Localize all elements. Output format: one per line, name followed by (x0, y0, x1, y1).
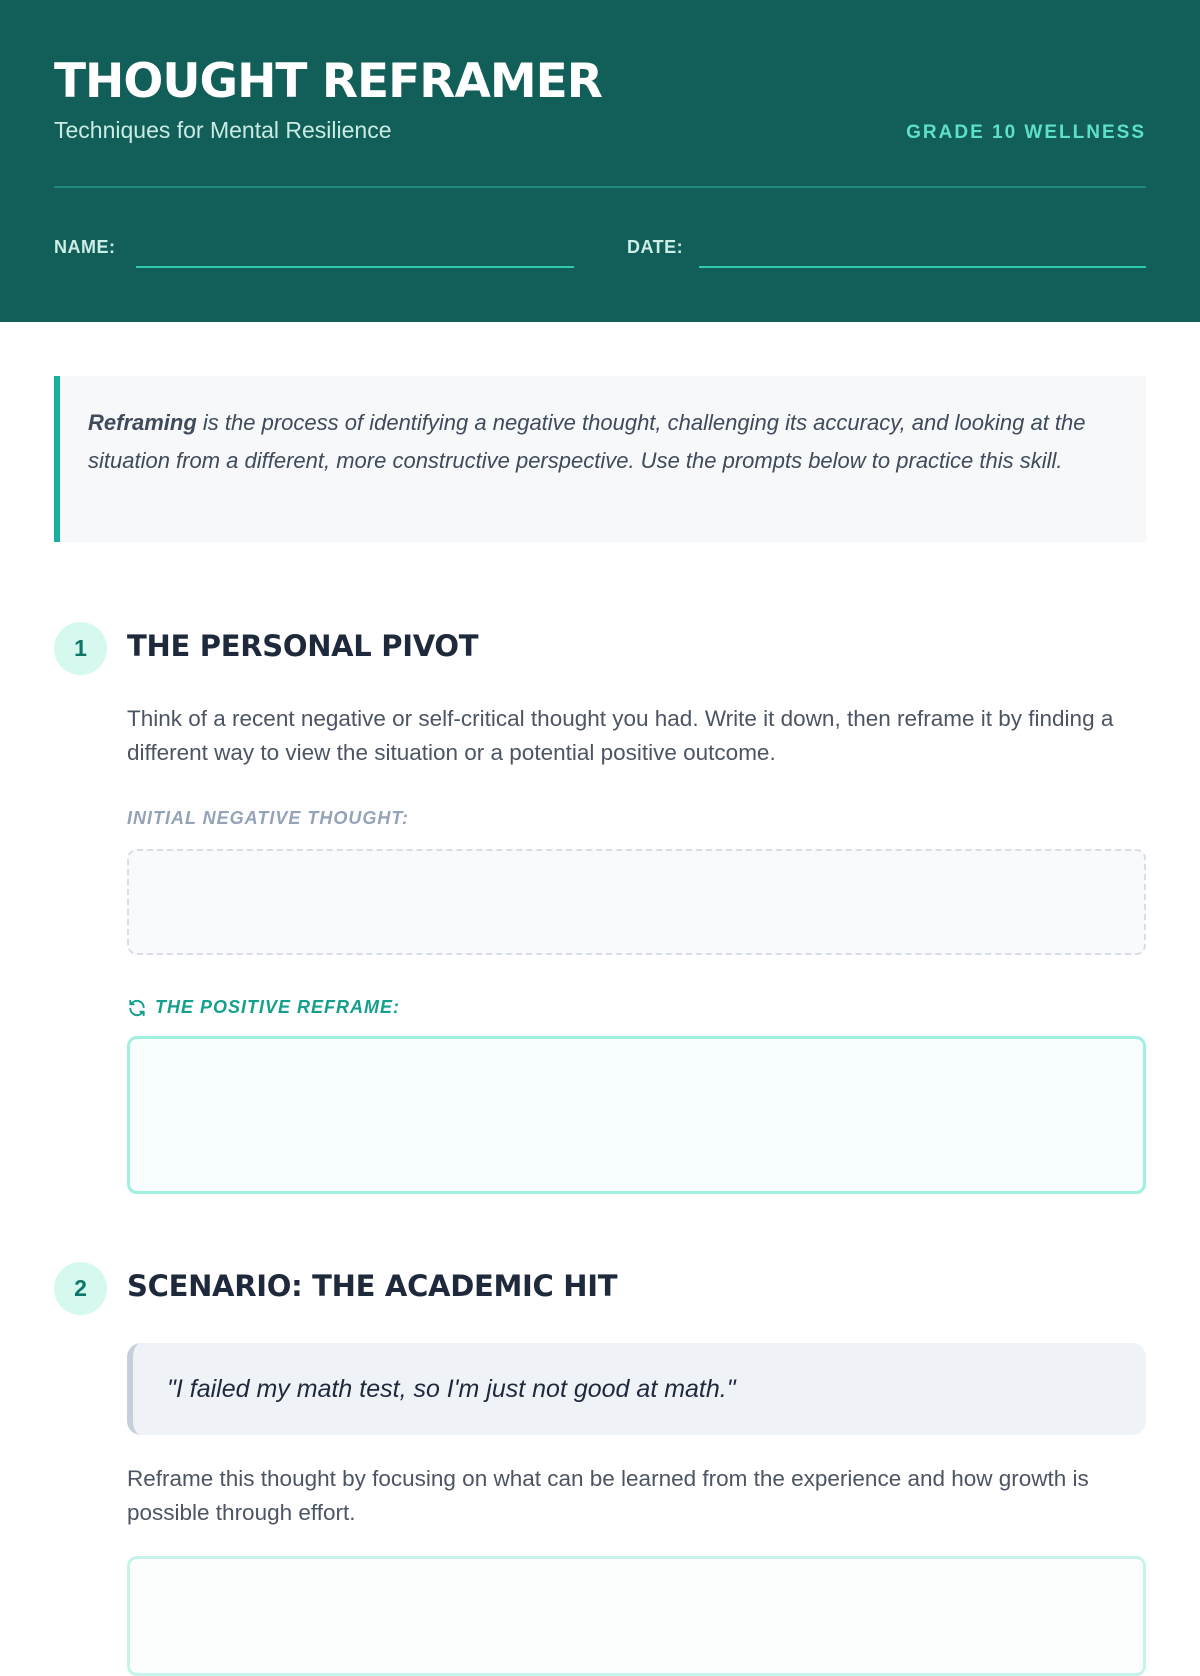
grade-label: GRADE 10 WELLNESS (906, 122, 1146, 143)
intro-term: Reframing (88, 410, 197, 435)
date-field-line[interactable] (699, 266, 1146, 268)
section-1-number: 1 (54, 622, 107, 675)
header-divider (54, 186, 1146, 188)
positive-reframe-label-row (127, 997, 400, 1018)
worksheet-header (0, 0, 1200, 322)
negative-thought-box[interactable] (127, 849, 1146, 955)
section-2-instructions: Reframe this thought by focusing on what can be learned from the experience and how growth is possible through effort. (127, 1466, 1089, 1525)
date-label: DATE: (627, 237, 684, 257)
page-title: THOUGHT REFRAMER (54, 54, 602, 109)
section-2-number: 2 (54, 1262, 107, 1315)
scenario-reframe-box[interactable] (127, 1556, 1146, 1676)
section-1-instructions: Think of a recent negative or self-critical thought you had. Write it down, then reframe it by finding a different way to view the situation or a potential positive outcome. (127, 706, 1114, 765)
page-subtitle: Techniques for Mental Resilience (54, 117, 392, 143)
positive-reframe-label: THE POSITIVE REFRAME: (155, 997, 401, 1017)
negative-thought-label: INITIAL NEGATIVE THOUGHT: (127, 808, 409, 828)
scenario-quote: "I failed my math test, so I'm just not good at math." (127, 1343, 1146, 1435)
intro-text: is the process of identifying a negative thought, challenging its accuracy, and looking at the situation from a different, more constructive perspective. Use the prompts below to practice this skill. (88, 410, 1086, 473)
intro-callout (54, 376, 1146, 542)
section-2-title: SCENARIO: THE ACADEMIC HIT (127, 1269, 618, 1303)
positive-reframe-box[interactable] (127, 1036, 1146, 1194)
name-field-line[interactable] (136, 266, 574, 268)
refresh-icon (127, 998, 147, 1018)
name-label: NAME: (54, 237, 116, 257)
section-1-title: THE PERSONAL PIVOT (127, 629, 479, 663)
